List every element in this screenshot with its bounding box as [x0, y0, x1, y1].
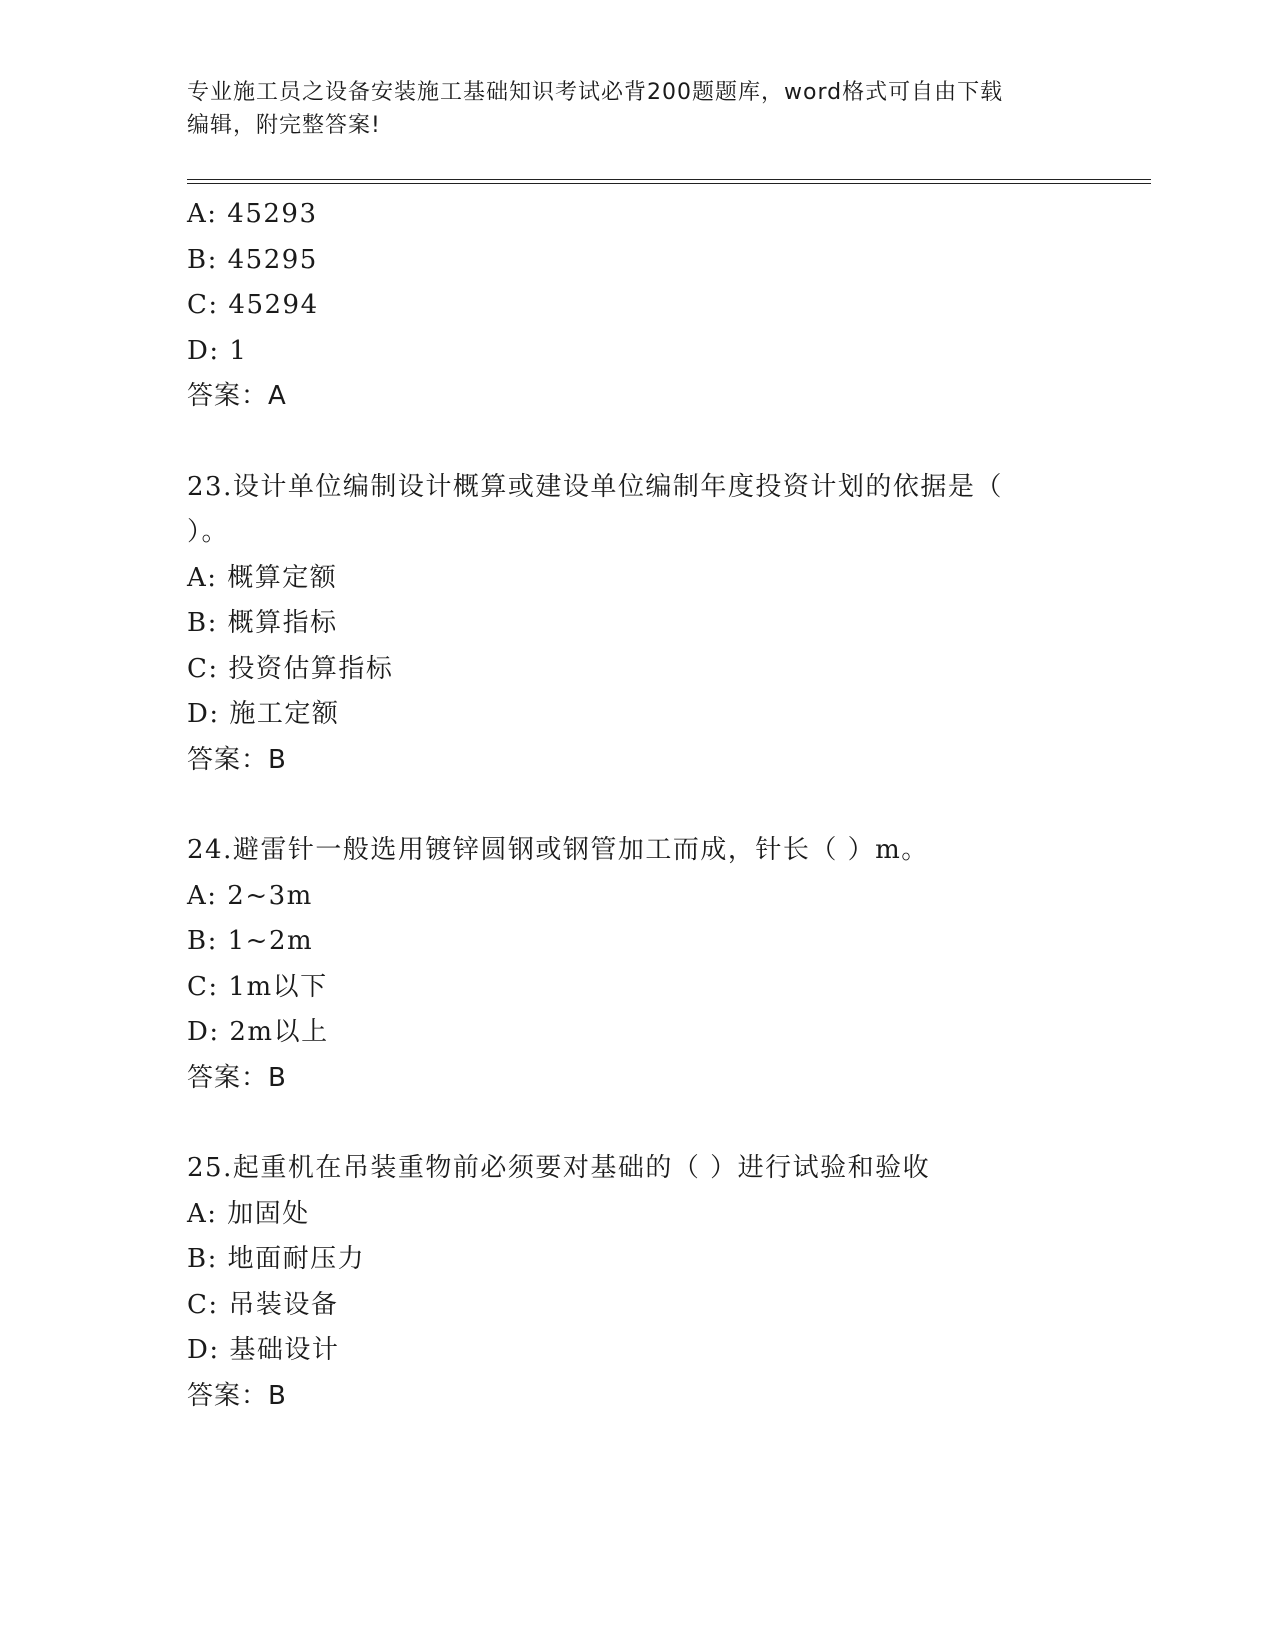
option-b: B: 概算指标: [187, 608, 338, 638]
option-a: A: 概算定额: [187, 562, 338, 593]
question-text: 25.起重机在吊装重物前必须要对基础的（ ）进行试验和验收: [187, 1153, 931, 1183]
spacer: [187, 420, 1087, 465]
question-text: 24.避雷针一般选用镀锌圆钢或钢管加工而成，针长（ ）m。: [187, 835, 929, 865]
header-divider-top: [187, 179, 1151, 180]
option-c: C: 1m以下: [187, 971, 328, 1002]
option-c: C: 吊装设备: [187, 1289, 339, 1320]
option-d: D: 基础设计: [187, 1335, 340, 1365]
option-a: A: 加固处: [187, 1198, 310, 1229]
document-header: [187, 76, 1067, 142]
spacer: [187, 783, 1087, 828]
answer-line: 答案：B: [187, 1380, 287, 1411]
option-d: D: 2m以上: [187, 1017, 329, 1047]
header-divider-bottom: [187, 183, 1151, 184]
question-block: [187, 828, 1087, 1101]
option-a: A: 45293: [187, 199, 318, 229]
spacer: [187, 1101, 1087, 1146]
question-block: [187, 192, 1087, 420]
option-a: A: 2~3m: [187, 880, 313, 911]
option-d: D: 施工定额: [187, 699, 340, 729]
option-c: C: 45294: [187, 290, 319, 320]
header-line-1: 专业施工员之设备安装施工基础知识考试必背200题题库，word格式可自由下载: [187, 80, 1004, 105]
option-b: B: 1~2m: [187, 926, 314, 956]
answer-line: 答案：A: [187, 381, 287, 411]
question-text-continued: ）。: [187, 517, 230, 547]
question-text: 23.设计单位编制设计概算或建设单位编制年度投资计划的依据是（: [187, 471, 1003, 502]
answer-line: 答案：B: [187, 744, 287, 775]
option-c: C: 投资估算指标: [187, 653, 394, 684]
option-b: B: 地面耐压力: [187, 1244, 366, 1274]
option-b: B: 45295: [187, 244, 318, 275]
question-list: [187, 192, 1087, 1419]
answer-line: 答案：B: [187, 1062, 287, 1093]
question-block: [187, 1146, 1087, 1419]
question-block: [187, 465, 1087, 784]
header-line-2: 编辑，附完整答案!: [187, 113, 381, 138]
option-d: D: 1: [187, 335, 248, 366]
